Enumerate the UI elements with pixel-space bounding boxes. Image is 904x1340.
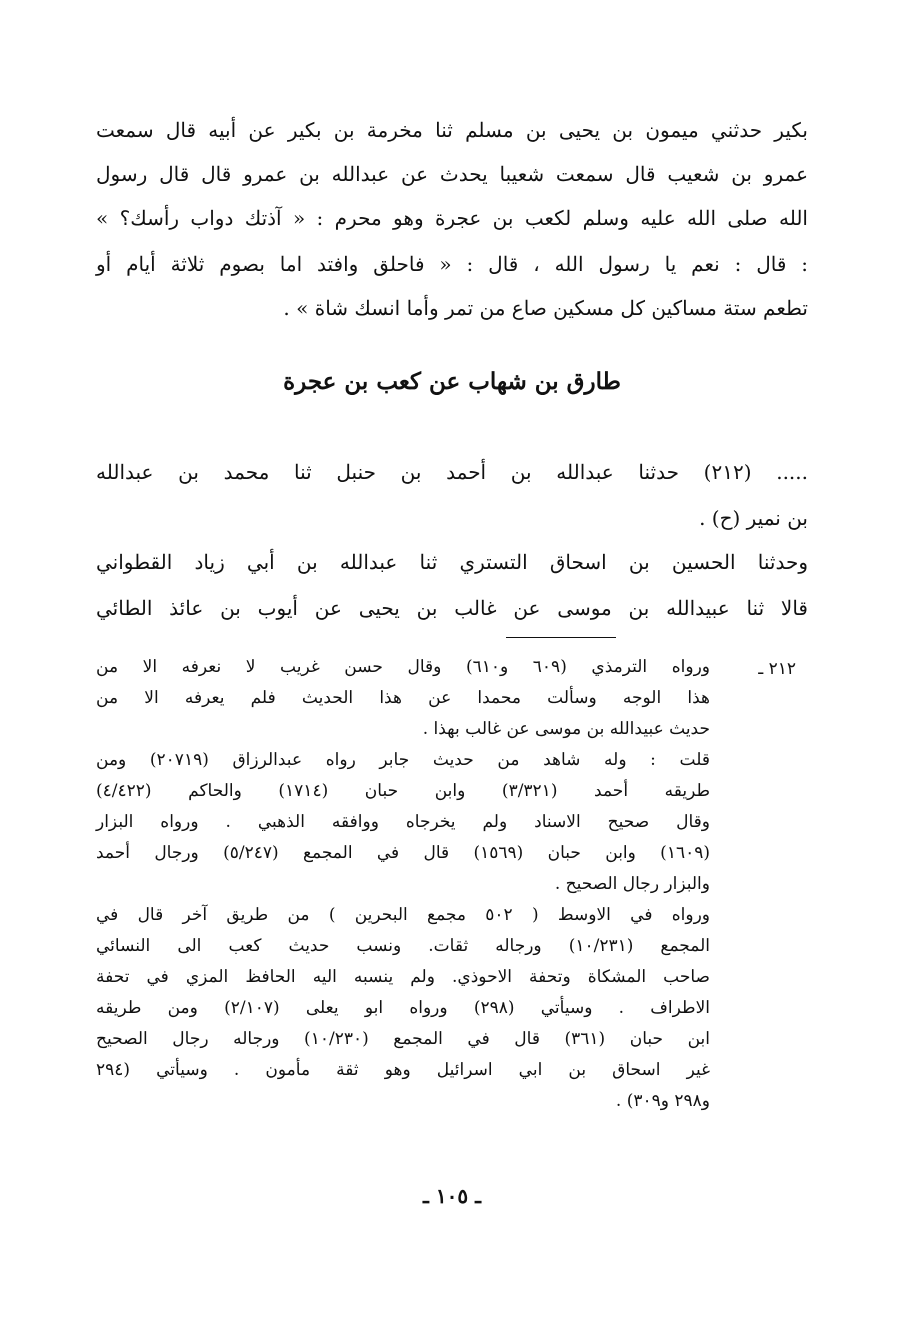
page-number: ـ ١٠٥ ـ	[423, 1184, 481, 1208]
body-line-4: : قال : نعم يا رسول الله ، قال : « فاحلق وافتد اما بصوم ثلاثة أيام أو	[96, 252, 809, 276]
footnote-separator	[506, 637, 616, 638]
footnote-line-10: المجمع (١٠/٢٣١) ورجاله ثقات. ونسب حديث كعب الى النسائي	[96, 936, 710, 956]
footnote-line-15: و٢٩٨ و٣٠٩) .	[615, 1091, 710, 1111]
footnote-line-1: ورواه الترمذي (٦٠٩ و٦١٠) وقال حسن غريب لا نعرفه الا من	[96, 657, 710, 677]
section-heading: طارق بن شهاب عن كعب بن عجرة	[283, 368, 621, 395]
body-line-2: عمرو بن شعيب قال سمعت شعيبا يحدث عن عبدالله بن عمرو قال قال رسول	[96, 162, 808, 186]
footnote-line-13: ابن حبان (٣٦١) قال في المجمع (١٠/٢٣٠) ورجاله رجال الصحيح	[96, 1029, 711, 1049]
body-line-5: تطعم ستة مساكين كل مسكين صاع من تمر وأما انسك شاة » .	[283, 296, 808, 320]
footnote-line-8: والبزار رجال الصحيح .	[554, 874, 710, 894]
footnote-line-11: صاحب المشكاة وتحفة الاحوذي. ولم ينسبه اليه الحافظ المزي في تحفة	[96, 967, 710, 987]
footnote-line-4: قلت : وله شاهد من حديث جابر رواه عبدالرزاق (٢٠٧١٩) ومن	[96, 750, 710, 770]
footnote-number: ٢١٢ ـ	[758, 659, 796, 679]
isnad-line-2: بن نمير (ح) .	[699, 506, 808, 530]
body-line-3: الله صلى الله عليه وسلم لكعب بن عجرة وهو محرم : « آذتك دواب رأسك؟ »	[96, 206, 808, 230]
footnote-line-9: ورواه في الاوسط ( ٥٠٢ مجمع البحرين ) من طريق آخر قال في	[96, 905, 711, 925]
footnote-line-6: وقال صحيح الاسناد ولم يخرجاه ووافقه الذهبي . ورواه البزار	[96, 812, 710, 832]
footnote-line-7: (١٦٠٩) وابن حبان (١٥٦٩) قال في المجمع (٥/٢٤٧) ورجال أحمد	[96, 843, 710, 863]
footnote-line-3: حديث عبيدالله بن موسى عن غالب بهذا .	[422, 719, 710, 739]
footnote-line-2: هذا الوجه وسألت محمدا عن هذا الحديث فلم يعرفه الا من	[96, 688, 710, 708]
footnote-line-5: طريقه أحمد (٣/٣٢١) وابن حبان (١٧١٤) والحاكم (٤/٤٢٢)	[96, 781, 710, 801]
body-line-1: بكير حدثني ميمون بن يحيى بن مسلم ثنا مخرمة بن بكير عن أبيه قال سمعت	[96, 118, 808, 142]
isnad-line-4: قالا ثنا عبيدالله بن موسى عن غالب بن يحيى عن أيوب بن عائذ الطائي	[96, 596, 808, 620]
footnote-line-12: الاطراف . وسيأتي (٢٩٨) ورواه ابو يعلى (٢/١٠٧) ومن طريقه	[96, 998, 710, 1018]
isnad-line-3: وحدثنا الحسين بن اسحاق التستري ثنا عبدالله بن أبي زياد القطواني	[96, 550, 809, 574]
footnote-line-14: غير اسحاق بن ابي اسرائيل وهو ثقة مأمون . وسيأتي (٢٩٤	[96, 1060, 710, 1080]
isnad-line-1: ..... (٢١٢) حدثنا عبدالله بن أحمد بن حنبل ثنا محمد بن عبدالله	[96, 460, 808, 484]
